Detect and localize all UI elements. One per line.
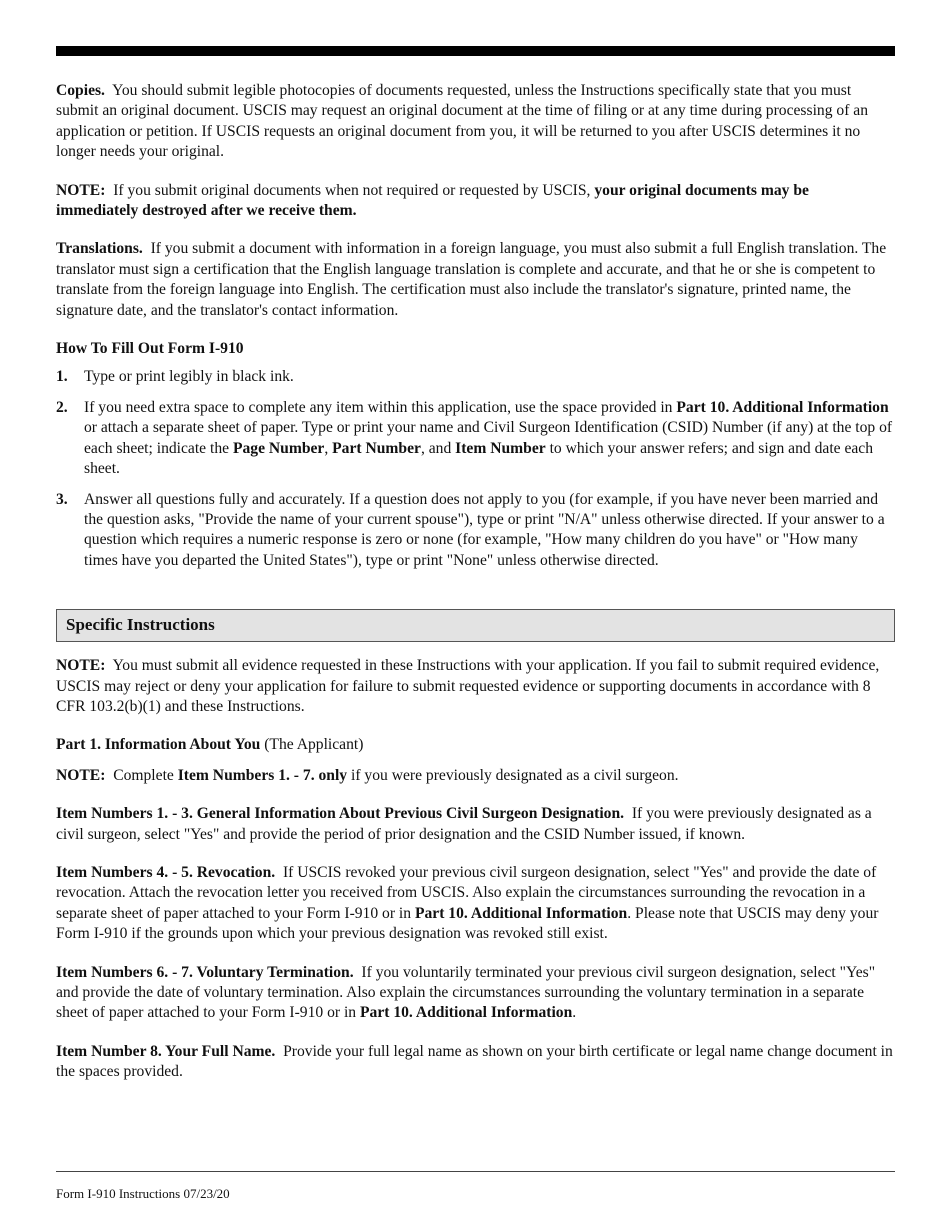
part1-note-bold: Item Numbers 1. - 7. only: [177, 766, 348, 784]
specific-note-paragraph: [56, 656, 895, 717]
note-label: NOTE:: [56, 766, 106, 784]
item-6-7-label: Item Numbers 6. - 7. Voluntary Termination.: [56, 963, 354, 981]
footer-form-id: Form I-910 Instructions 07/23/20: [56, 1186, 230, 1201]
translations-paragraph: [56, 239, 895, 321]
note-label: NOTE:: [56, 181, 106, 199]
specific-instructions-header: Specific Instructions: [56, 609, 895, 642]
item-6-7-paragraph: [56, 963, 895, 1024]
list-bold-ref: Page Number: [232, 439, 325, 457]
list-text: , and: [420, 439, 452, 457]
item-4-5-label: Item Numbers 4. - 5. Revocation.: [56, 863, 276, 881]
item-4-5-text: If USCIS revoked your previous civil surgeon designation, select "Yes" and provide the date of revocation. Attach the revocation letter you received from USCIS. Also explain the circumstances surrounding the revocation in a separate sheet of paper attached to your Form I-910 or in: [56, 863, 877, 922]
list-text: ,: [324, 439, 329, 457]
item-8-text: Provide your full legal name as shown on your birth certificate or legal name change document in the spaces provided.: [56, 1042, 893, 1081]
item-6-7-text: .: [572, 1004, 577, 1022]
copies-text: You should submit legible photocopies of documents requested, unless the Instructions specifically state that you must submit an original document. USCIS may request an original document at the time of filing or at any time during processing of an application or petition. If USCIS requests an original document from you, it will be returned to you after USCIS determines it no longer needs your original.: [56, 82, 869, 161]
copies-paragraph: [56, 81, 895, 163]
list-text: to which your answer refers; and sign and date each sheet.: [84, 439, 874, 478]
translations-label: Translations.: [56, 240, 143, 258]
list-bold-ref: Part Number: [332, 439, 421, 457]
list-text: or attach a separate sheet of paper. Type or print your name and Civil Surgeon Identification (CSID) Number (if any) at the top of each sheet; indicate the: [84, 419, 893, 457]
specific-note-text: You must submit all evidence requested in these Instructions with your application. If you fail to submit required evidence, USCIS may reject or deny your application for failure to submit requested evidence or supporting documents in accordance with 8 CFR 103.2(b)(1) and these Instructions.: [56, 657, 880, 715]
item-1-3-text: If you were previously designated as a civil surgeon, select "Yes" and provide the period of prior designation and the CSID Number issued, if known.: [56, 805, 872, 843]
list-item: [56, 367, 895, 387]
part1-subtitle: (The Applicant): [264, 736, 364, 754]
item-4-5-paragraph: [56, 863, 895, 945]
list-number: 3.: [56, 490, 68, 508]
note-original-paragraph: [56, 181, 895, 222]
instructions-content: [56, 81, 895, 1101]
note-original-bold: your original documents may be immediately destroyed after we receive them.: [56, 181, 809, 220]
footer-rule: [56, 1171, 895, 1172]
copies-label: Copies.: [56, 82, 105, 99]
part1-heading: [56, 735, 895, 755]
list-bold-ref: Item Number: [455, 439, 546, 457]
list-item: [56, 398, 895, 480]
list-text: Type or print legibly in black ink.: [84, 368, 294, 386]
list-number: 2.: [56, 398, 68, 416]
top-thick-rule: [56, 46, 895, 56]
item-4-5-text: . Please note that USCIS may deny your Form I-910 if the grounds upon which your previous designation was revoked still exist.: [56, 904, 879, 943]
item-8-label: Item Number 8. Your Full Name.: [56, 1042, 276, 1060]
list-text: If you need extra space to complete any item within this application, use the space provided in: [84, 398, 673, 416]
item-6-7-bold-ref: Part 10. Additional Information: [360, 1004, 573, 1022]
item-6-7-text: If you voluntarily terminated your previous civil surgeon designation, select "Yes" and provide the date of voluntary termination. Also explain the circumstances surrounding the voluntary termination in a separate sheet of paper attached to your Form I-910 or in: [56, 963, 876, 1022]
item-4-5-bold-ref: Part 10. Additional Information: [414, 904, 628, 922]
item-1-3-paragraph: [56, 804, 895, 845]
list-number: 1.: [56, 368, 68, 386]
how-to-list: [56, 367, 895, 571]
how-to-heading: How To Fill Out Form I-910: [56, 340, 244, 358]
part1-title: Part 1. Information About You: [56, 736, 261, 754]
part1-note-paragraph: [56, 766, 895, 786]
list-text: Answer all questions fully and accurately. If a question does not apply to you (for example, if you have never been married and the question asks, "Provide the name of your current spouse"), type or print "N/A" unless otherwise directed. If your answer to a question which requires a numeric response is zero or none (for example, "How many children do you have" or "How many times have you departed the United States"), type or print "None" unless otherwise directed.: [84, 490, 885, 569]
part1-note-text: Complete: [113, 766, 174, 784]
translations-text: If you submit a document with information in a foreign language, you must also submit a full English translation. The translator must sign a certification that the English language translation is complete and accurate, and that he or she is competent to translate from the foreign language into English. The certification must also include the translator's signature, printed name, the signature date, and the translator's contact information.: [56, 240, 887, 319]
part1-note-text: if you were previously designated as a civil surgeon.: [351, 766, 679, 784]
note-original-text: If you submit original documents when not required or requested by USCIS,: [113, 181, 591, 199]
item-1-3-label: Item Numbers 1. - 3. General Information About Previous Civil Surgeon Designation.: [56, 805, 625, 823]
item-8-paragraph: [56, 1042, 895, 1083]
note-label: NOTE:: [56, 657, 106, 675]
list-bold-ref: Part 10. Additional Information: [676, 398, 889, 416]
list-item: [56, 490, 895, 572]
